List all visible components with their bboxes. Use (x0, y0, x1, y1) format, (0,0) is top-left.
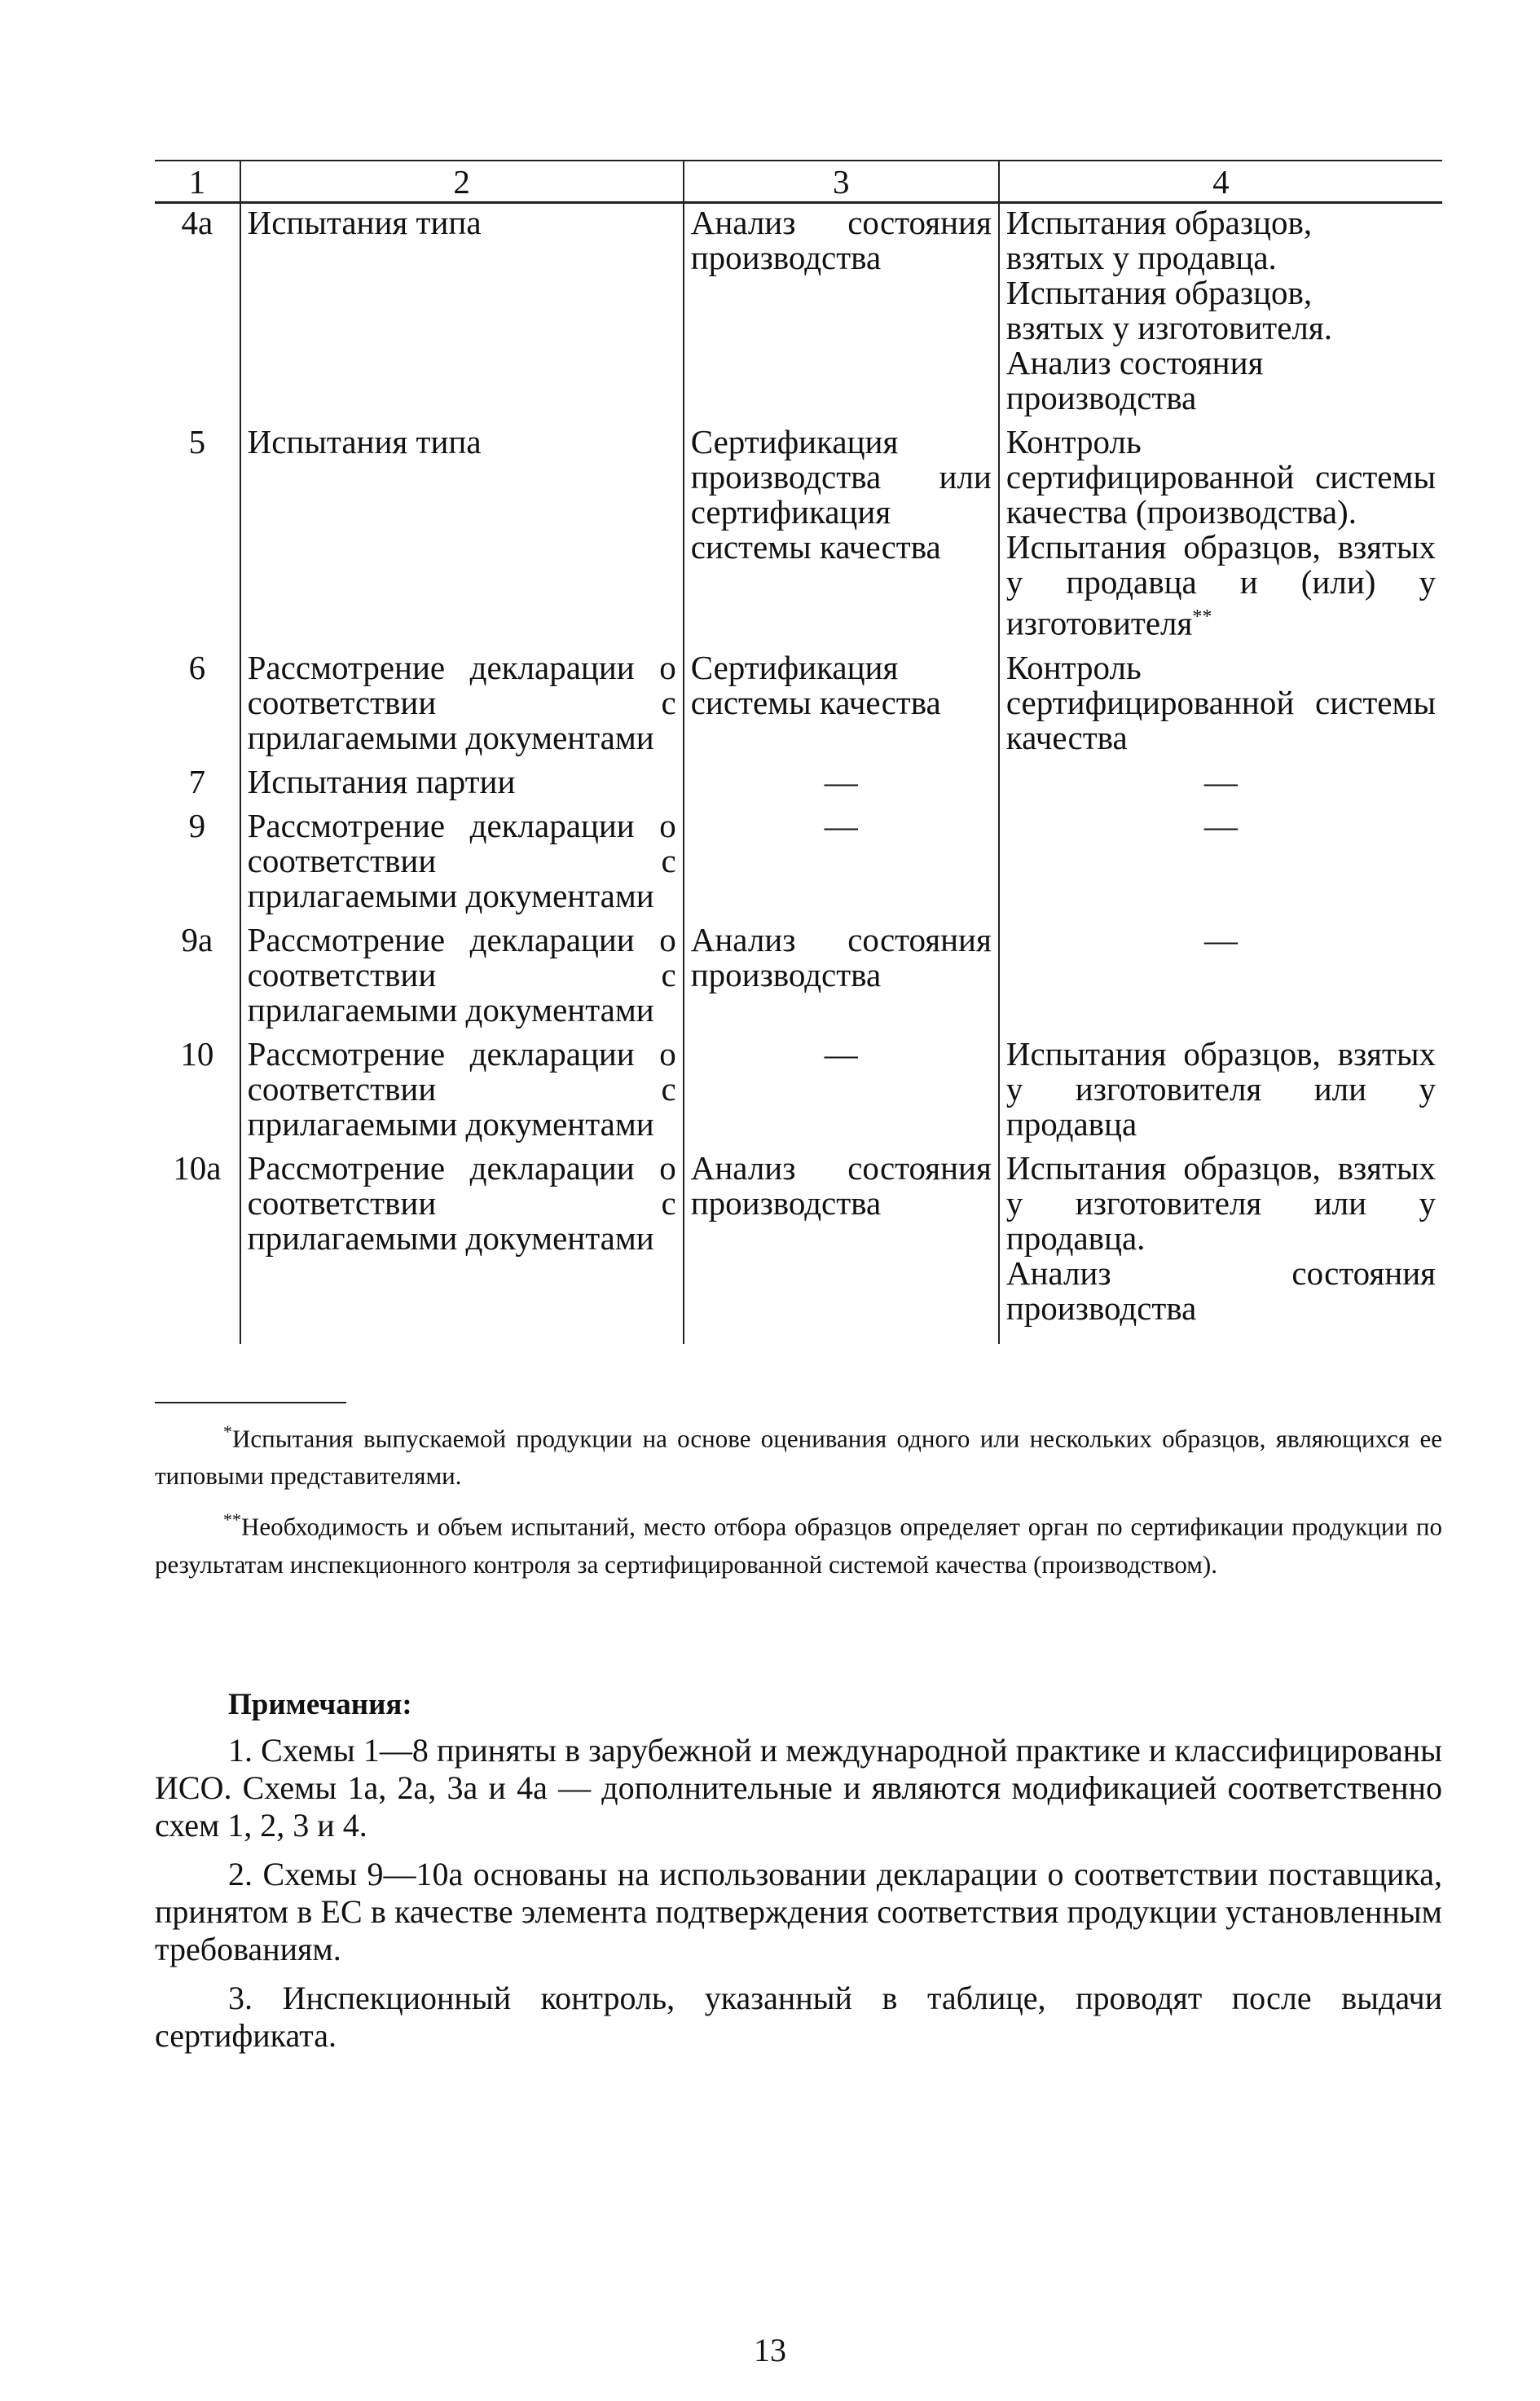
table-row (155, 1035, 1442, 1149)
footnote-2-mark: ** (223, 1509, 241, 1531)
column-4-line: производства (1005, 379, 1197, 416)
table-row (155, 649, 1442, 763)
column-4-line: — (1203, 806, 1238, 844)
column-3-cell: Сертификация системы качества (684, 649, 999, 763)
column-4-line: — (1203, 762, 1238, 800)
column-4-line: Анализ состояния (1005, 344, 1264, 381)
column-2-cell: Рассмотрение декларации о соответствии с прилагаемыми документами (240, 807, 684, 921)
column-2-cell: Рассмотрение декларации о соответствии с прилагаемыми документами (240, 1035, 684, 1149)
column-4-line: Испытания образцов, взятых у изготовителя или у продавца (1005, 1034, 1436, 1143)
table-row (155, 1149, 1442, 1344)
footnote-1 (155, 1413, 1442, 1495)
scheme-number-cell: 10 (180, 1034, 214, 1073)
footnotes (155, 1402, 1442, 1590)
table-row (155, 807, 1442, 921)
column-4-line: Испытания образцов, взятых у изготовителя или у продавца. (1005, 1148, 1436, 1257)
column-3-cell: — (684, 1035, 999, 1149)
scheme-number-cell: 9а (181, 920, 213, 958)
column-2-cell: Испытания типа (240, 203, 684, 424)
column-4-line: Контроль сертифицированной системы качества (производства). (1005, 423, 1436, 531)
column-4-cell (999, 203, 1442, 424)
column-2-cell: Рассмотрение декларации о соответствии с прилагаемыми документами (240, 649, 684, 763)
certification-schemes-table-wrap (155, 160, 1442, 1344)
column-4-cell (999, 1149, 1442, 1344)
table-body (155, 203, 1442, 1344)
table-row (155, 203, 1442, 424)
column-4-cell (999, 1035, 1442, 1149)
column-header-1: 1 (155, 161, 240, 203)
table-row (155, 423, 1442, 649)
scheme-number-cell: 9 (188, 806, 206, 844)
column-3-cell: Анализ состояния производства (684, 203, 999, 424)
column-4-cell (999, 763, 1442, 807)
column-4-cell (999, 807, 1442, 921)
scheme-number-cell: 10а (173, 1148, 222, 1187)
column-4-line: Контроль сертифицированной системы качества (1005, 648, 1436, 756)
column-header-4: 4 (999, 161, 1442, 203)
certification-schemes-table (155, 160, 1442, 1344)
footnote-reference-mark: ** (1192, 606, 1212, 628)
column-header-3: 3 (684, 161, 999, 203)
column-2-cell: Рассмотрение декларации о соответствии с прилагаемыми документами (240, 921, 684, 1035)
column-4-line: Анализ состояния производства (1005, 1253, 1436, 1327)
table-row (155, 921, 1442, 1035)
column-2-cell: Испытания типа (240, 423, 684, 649)
column-3-cell: — (684, 807, 999, 921)
footnote-2-text: Необходимость и объем испытаний, место отбора образцов определяет орган по сертификации продукции по результатам инспекционного контроля за сертифицированной системой качества (производством). (155, 1512, 1442, 1579)
column-4-cell (999, 649, 1442, 763)
note-1: 1. Схемы 1—8 приняты в зарубежной и международной практике и классифицированы ИСО. Схемы 1а, 2а, 3а и 4а — дополнительные и являются модификацией соответственно схем 1, 2, 3 и 4. (155, 1732, 1442, 1844)
column-4-line: Испытания образцов, взятых у продавца и (или) у изготовителя (1005, 528, 1436, 642)
column-2-cell: Испытания партии (240, 763, 684, 807)
scheme-number-cell: 5 (188, 423, 206, 460)
column-4-line: взятых у изготовителя. (1005, 309, 1332, 346)
note-2: 2. Схемы 9—10а основаны на использовании декларации о соответствии поставщика, принятом в ЕС в качестве элемента подтверждения соответствия продукции установленным требованиям. (155, 1856, 1442, 1967)
footnote-separator (155, 1402, 346, 1403)
note-3: 3. Инспекционный контроль, указанный в таблице, проводят после выдачи сертификата. (155, 1980, 1442, 2054)
notes-title: Примечания: (228, 1688, 412, 1721)
column-3-cell: Анализ состояния производства (684, 921, 999, 1035)
scheme-number-cell: 6 (188, 648, 206, 686)
column-4-line: взятых у продавца. (1005, 239, 1277, 276)
scheme-number-cell: 7 (188, 762, 206, 800)
column-4-cell (999, 423, 1442, 649)
column-4-line: Испытания образцов, (1005, 204, 1313, 241)
column-2-cell: Рассмотрение декларации о соответствии с прилагаемыми документами (240, 1149, 684, 1344)
column-4-line: — (1203, 920, 1238, 958)
footnote-1-mark: * (223, 1421, 232, 1442)
column-3-cell: Сертификация производства или сертификация системы качества (684, 423, 999, 649)
page-number: 13 (754, 2332, 786, 2368)
column-3-cell: Анализ состояния производства (684, 1149, 999, 1344)
column-4-line: Испытания образцов, (1005, 274, 1313, 311)
scheme-number-cell: 4а (181, 204, 213, 241)
notes-section (155, 1687, 1442, 2066)
column-4-cell (999, 921, 1442, 1035)
footnote-1-text: Испытания выпускаемой продукции на основе оценивания одного или нескольких образцов, являющихся ее типовыми представителями. (155, 1424, 1442, 1491)
column-header-2: 2 (240, 161, 684, 203)
footnote-2 (155, 1501, 1442, 1583)
table-row (155, 763, 1442, 807)
table-header-row (155, 161, 1442, 203)
column-3-cell: — (684, 763, 999, 807)
